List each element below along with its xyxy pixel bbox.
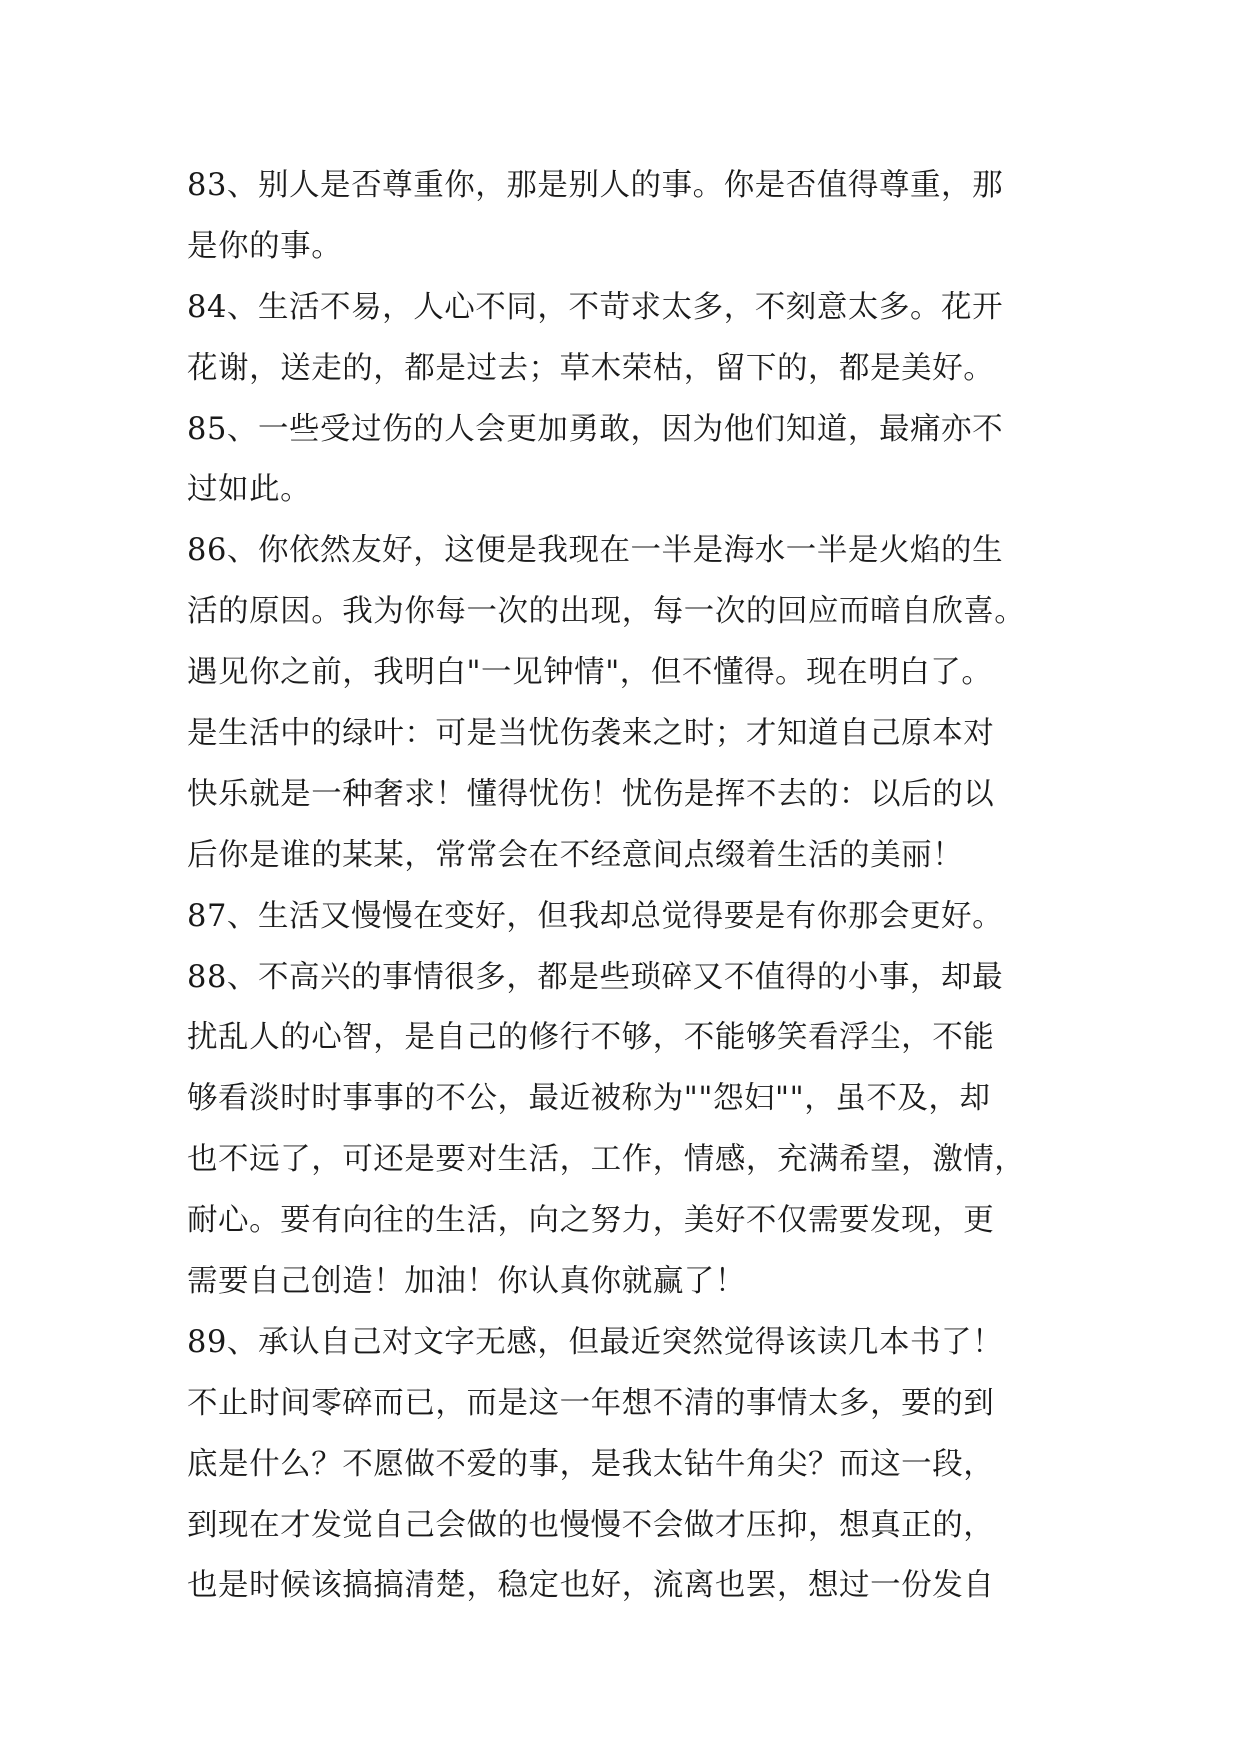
text-line: 遇见你之前，我明白"一见钟情"，但不懂得。现在明白了。 (187, 655, 993, 691)
text-line: 后你是谁的某某，常常会在不经意间点缀着生活的美丽！ (187, 837, 964, 873)
text-line: 89、承认自己对文字无感，但最近突然觉得该读几本书了！ (187, 1324, 1004, 1360)
text-line: 快乐就是一种奢求！懂得忧伤！忧伤是挥不去的：以后的以 (187, 776, 995, 812)
text-line: 需要自己创造！加油！你认真你就赢了！ (187, 1264, 746, 1300)
body-text (187, 156, 1067, 1617)
text-line: 花谢，送走的，都是过去；草木荣枯，留下的，都是美好。 (187, 350, 995, 386)
text-line: 是你的事。 (187, 228, 343, 264)
text-line: 底是什么？不愿做不爱的事，是我太钻牛角尖？而这一段， (187, 1446, 995, 1482)
text-line: 86、你依然友好，这便是我现在一半是海水一半是火焰的生 (187, 533, 1004, 569)
text-line: 活的原因。我为你每一次的出现，每一次的回应而暗自欣喜。 (187, 594, 1026, 630)
text-line: 耐心。要有向往的生活，向之努力，美好不仅需要发现，更 (187, 1203, 995, 1239)
text-line: 也是时候该搞搞清楚，稳定也好，流离也罢，想过一份发自 (187, 1568, 995, 1604)
text-line: 不止时间零碎而已，而是这一年想不清的事情太多，要的到 (187, 1385, 995, 1421)
text-line: 也不远了，可还是要对生活，工作，情感，充满希望，激情， (187, 1142, 1026, 1178)
text-line: 87、生活又慢慢在变好，但我却总觉得要是有你那会更好。 (187, 898, 1004, 934)
text-line: 到现在才发觉自己会做的也慢慢不会做才压抑，想真正的， (187, 1507, 995, 1543)
text-line: 是生活中的绿叶：可是当忧伤袭来之时；才知道自己原本对 (187, 716, 995, 752)
text-line: 84、生活不易，人心不同，不苛求太多，不刻意太多。花开 (187, 289, 1004, 325)
text-line: 够看淡时时事事的不公，最近被称为""怨妇""，虽不及，却 (187, 1081, 991, 1117)
text-line: 88、不高兴的事情很多，都是些琐碎又不值得的小事，却最 (187, 959, 1004, 995)
text-line: 83、别人是否尊重你，那是别人的事。你是否值得尊重，那 (187, 168, 1004, 203)
text-line: 过如此。 (187, 472, 312, 508)
text-line: 扰乱人的心智，是自己的修行不够，不能够笑看浮尘，不能 (187, 1020, 995, 1056)
text-line: 85、一些受过伤的人会更加勇敢，因为他们知道，最痛亦不 (187, 411, 1004, 447)
